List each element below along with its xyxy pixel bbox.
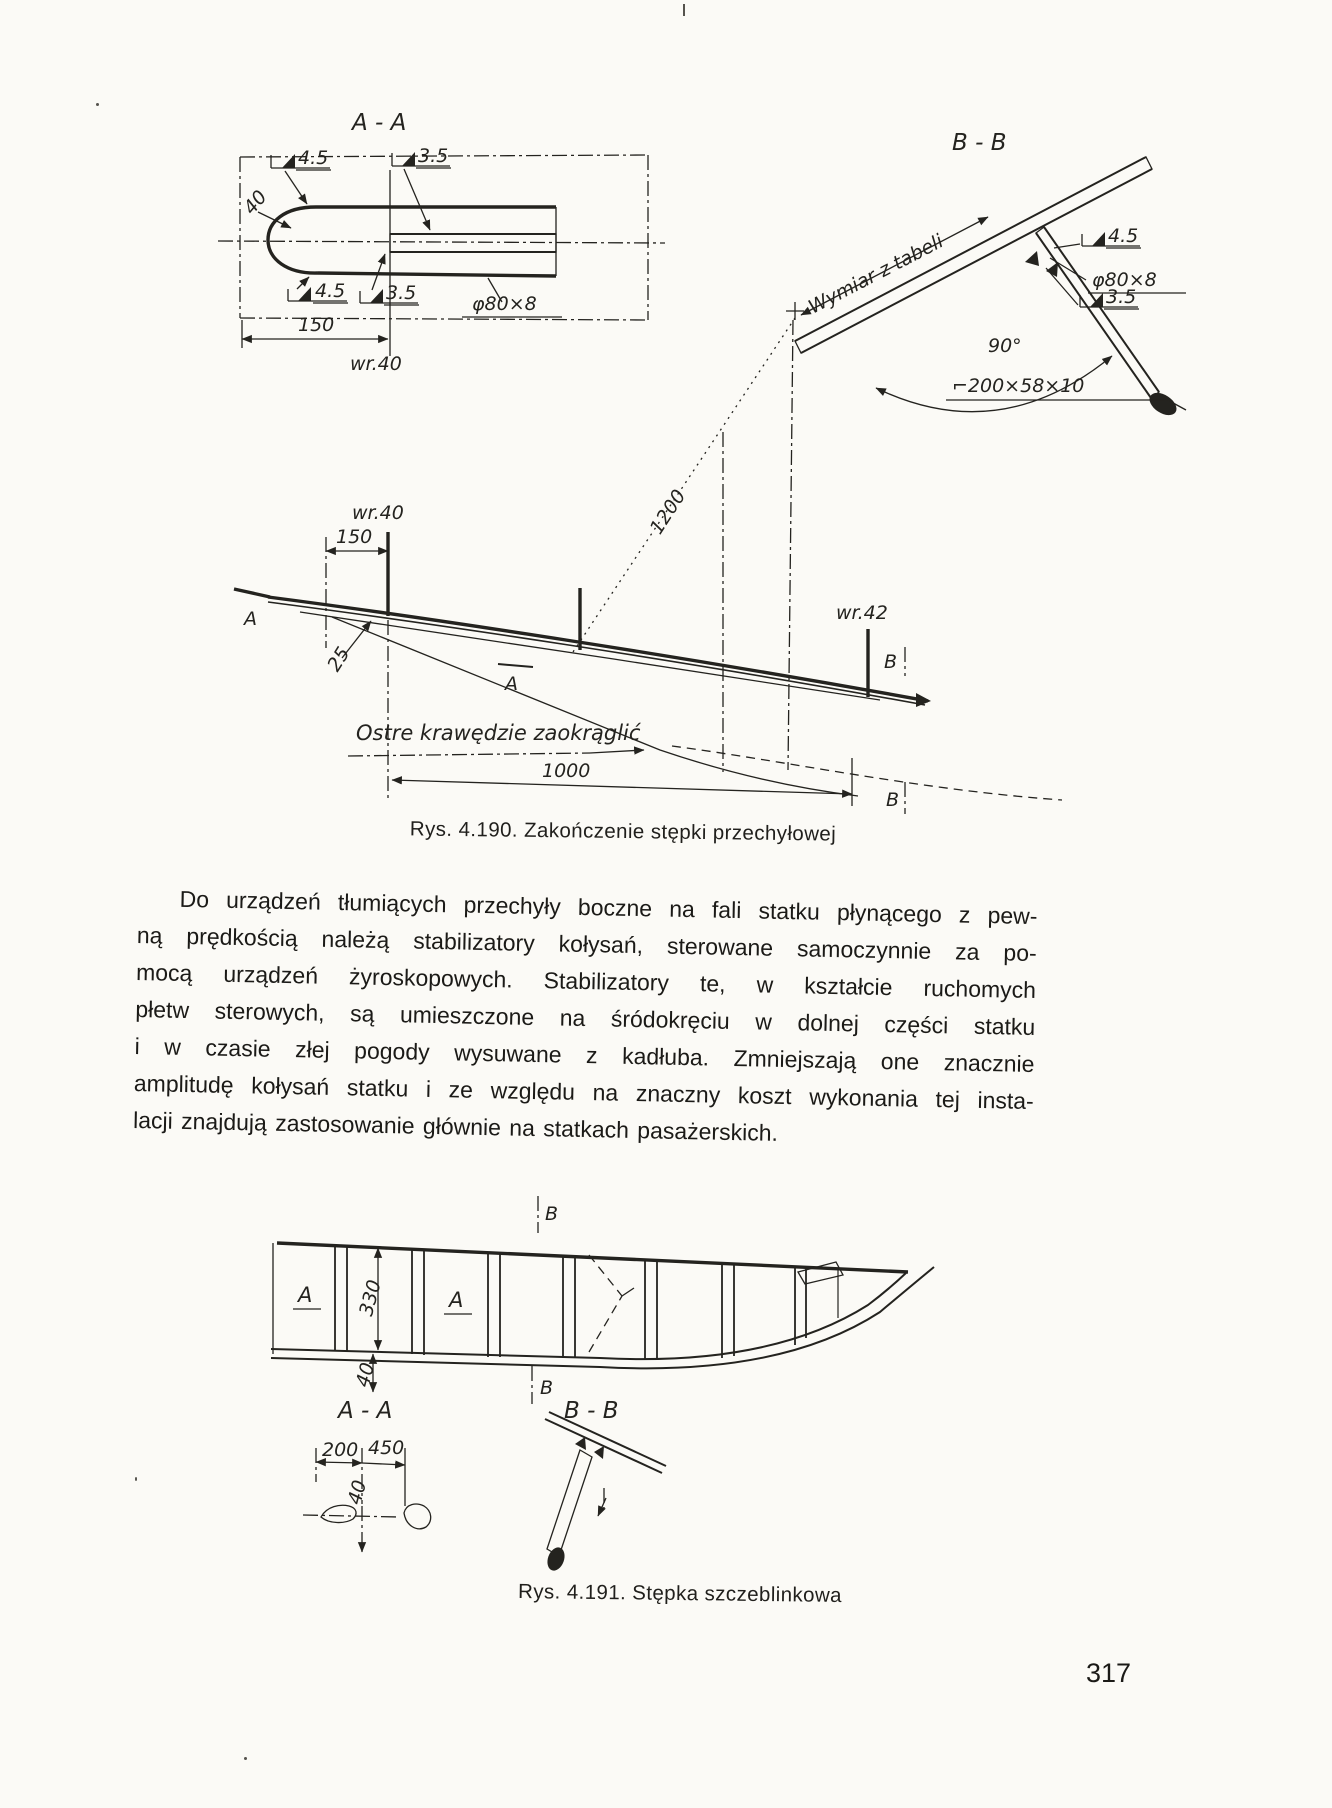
paragraph-line: ną prędkością należą stabilizatory kołysań, sterowane samoczynnie za po- xyxy=(136,921,1037,967)
frame-wr40-detail-label: wr.40 xyxy=(350,353,402,375)
figure-4-190-caption: Rys. 4.190. Zakończenie stępki przechyłowej xyxy=(409,817,837,846)
svg-text:B: B xyxy=(545,1203,559,1225)
svg-text:A: A xyxy=(505,673,518,695)
keel-profile xyxy=(268,597,931,707)
radius-40-label xyxy=(239,186,291,228)
detail-bb xyxy=(544,1412,666,1573)
svg-text:1200: 1200 xyxy=(645,485,691,539)
svg-text:90°: 90° xyxy=(988,335,1022,357)
svg-text:40: 40 xyxy=(239,186,272,219)
svg-text:B: B xyxy=(886,789,900,811)
paragraph-line: i w czasie złej pogody wysuwane z kadłuba. Zmniejszają one znacznie xyxy=(134,1032,1035,1078)
svg-text:A: A xyxy=(449,1288,464,1312)
stern-weld-patch xyxy=(798,1262,843,1284)
svg-text:150: 150 xyxy=(336,526,373,548)
svg-text:3.5: 3.5 xyxy=(418,145,449,167)
scan-speck xyxy=(244,1757,247,1760)
dim-150-profile xyxy=(326,526,388,648)
dim-25 xyxy=(323,621,371,675)
figure-4-191-caption: Rys. 4.191. Stępka szczeblinkowa xyxy=(517,1580,843,1607)
section-b-bottom-mark xyxy=(532,1366,553,1404)
paragraph-line: Do urządzeń tłumiących przechyły boczne na fali statku płynącego z pew- xyxy=(179,885,1038,930)
svg-text:450: 450 xyxy=(368,1437,405,1459)
svg-text:φ80×8: φ80×8 xyxy=(472,293,537,315)
paragraph-line: lacji znajdują zastosowanie głównie na statkach pasażerskich. xyxy=(132,1106,779,1146)
svg-text:4.5: 4.5 xyxy=(315,280,346,302)
svg-text:B: B xyxy=(540,1377,554,1399)
svg-text:200: 200 xyxy=(322,1439,359,1461)
detail-bb-title: B - B xyxy=(952,130,1007,156)
svg-text:3.5: 3.5 xyxy=(1106,286,1137,308)
scan-speck xyxy=(135,1477,137,1481)
paragraph-line: amplitudę kołysań statku i ze względu na znaczny koszt wykonania tej insta- xyxy=(133,1069,1035,1115)
svg-text:⌐200×58×10: ⌐200×58×10 xyxy=(952,375,1085,397)
strut-a1-label xyxy=(293,1283,321,1309)
weld-bead xyxy=(1025,251,1039,266)
weld-symbol-4-5-bottom xyxy=(288,277,348,303)
dim-1000 xyxy=(392,758,852,806)
svg-text:Ostre krawędzie zaokrąglić: Ostre krawędzie zaokrąglić xyxy=(356,721,641,745)
page-number: 317 xyxy=(1086,1658,1132,1688)
paragraph-line: mocą urządzeń żyroskopowych. Stabilizatory te, w kształcie ruchomych xyxy=(135,958,1037,1004)
svg-text:150: 150 xyxy=(298,314,335,336)
weld-symbol-3-5-top xyxy=(392,145,451,230)
svg-text:Wymiar z tabeli: Wymiar z tabeli xyxy=(804,230,947,319)
svg-text:25: 25 xyxy=(323,643,355,676)
svg-text:φ80×8: φ80×8 xyxy=(1092,269,1157,291)
section-b-top-mark xyxy=(538,1196,558,1233)
svg-text:40: 40 xyxy=(351,1360,380,1390)
svg-text:330: 330 xyxy=(355,1277,386,1319)
section-b-top-mark xyxy=(884,647,905,676)
section-b-bottom-mark xyxy=(886,782,905,814)
frame-wr42 xyxy=(836,602,888,697)
svg-text:3.5: 3.5 xyxy=(386,282,417,304)
body-text xyxy=(133,880,1038,1157)
detail-aa-title: A - A xyxy=(352,110,407,136)
svg-text:A: A xyxy=(298,1283,313,1307)
taper-lines xyxy=(332,617,1062,800)
dim-330 xyxy=(355,1248,386,1350)
svg-text:B: B xyxy=(884,651,898,673)
hull-frames xyxy=(335,1246,838,1360)
figure-4-191-drawing xyxy=(0,1180,1332,1580)
chevron-pointer xyxy=(589,1255,634,1352)
svg-text:1000: 1000 xyxy=(542,760,591,782)
bar-spec-label xyxy=(462,278,562,317)
apex-cross xyxy=(786,302,804,320)
figure-4-190-drawing xyxy=(0,0,1332,870)
weld-symbol-4-5-top xyxy=(271,147,331,204)
strut-a2-label xyxy=(444,1288,472,1314)
svg-text:40: 40 xyxy=(343,1477,372,1507)
detail-bb-title: B - B xyxy=(564,1398,619,1424)
svg-text:4.5: 4.5 xyxy=(1108,225,1139,247)
paragraph-line: płetw sterowych, są umieszczone na śródokręciu w dolnej części statku xyxy=(135,995,1036,1041)
section-a-left-mark xyxy=(234,589,270,630)
svg-text:4.5: 4.5 xyxy=(298,147,329,169)
svg-text:wr.40: wr.40 xyxy=(352,502,404,524)
scan-speck xyxy=(96,103,99,106)
detail-aa xyxy=(303,1437,431,1552)
scan-speck xyxy=(683,4,685,16)
detail-aa-outline xyxy=(218,155,665,320)
weld-symbol-4-5-bb xyxy=(1054,225,1141,248)
svg-text:A: A xyxy=(244,608,257,630)
note-round-edges xyxy=(348,721,644,756)
detail-aa-title: A - A xyxy=(338,1398,393,1424)
svg-text:wr.42: wr.42 xyxy=(836,602,888,624)
section-a-mid-mark xyxy=(498,664,533,695)
radius-1200 xyxy=(573,318,795,772)
dim-150-detail xyxy=(242,314,388,348)
